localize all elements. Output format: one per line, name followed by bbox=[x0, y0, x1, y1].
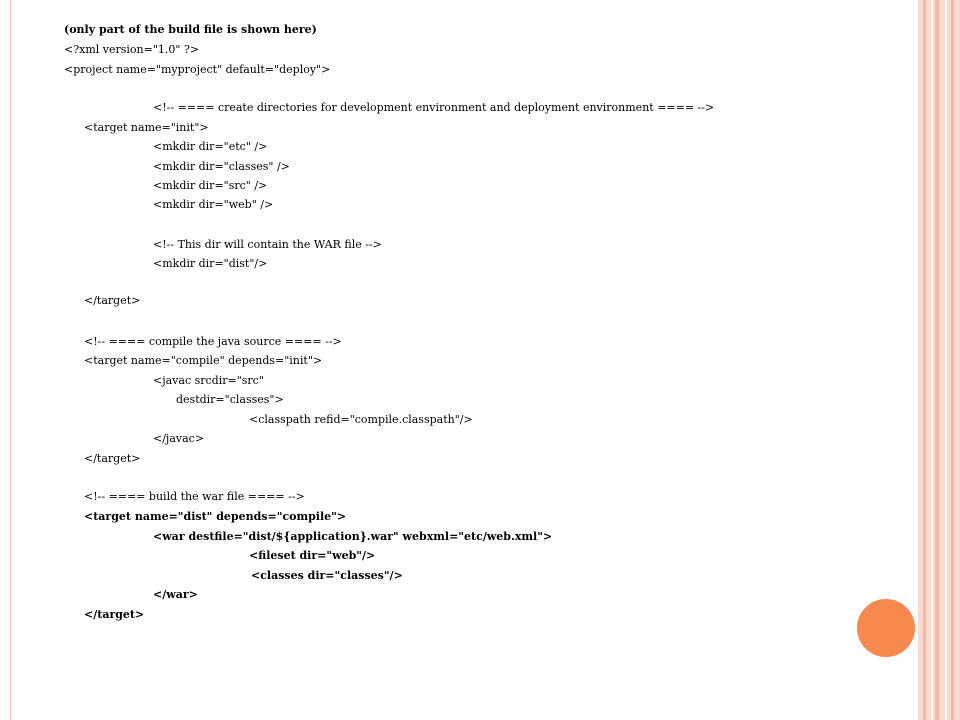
code-line: </target> bbox=[84, 452, 141, 465]
code-comment: <!-- ==== compile the java source ==== --> bbox=[84, 335, 342, 348]
code-line: <mkdir dir="web" /> bbox=[153, 198, 274, 211]
code-line: <target name="init"> bbox=[84, 121, 209, 134]
caption-line: (only part of the build file is shown here) bbox=[64, 23, 317, 36]
code-line: <?xml version="1.0" ?> bbox=[64, 43, 200, 56]
code-line: <classpath refid="compile.classpath"/> bbox=[249, 413, 473, 426]
code-comment: <!-- ==== build the war file ==== --> bbox=[84, 490, 305, 503]
decorative-stripe bbox=[923, 0, 926, 720]
code-line: </war> bbox=[153, 588, 198, 601]
code-line: <fileset dir="web"/> bbox=[249, 549, 376, 562]
code-line: destdir="classes"> bbox=[176, 393, 284, 406]
code-line: <mkdir dir="etc" /> bbox=[153, 140, 268, 153]
code-line: <mkdir dir="classes" /> bbox=[153, 160, 290, 173]
code-line: </javac> bbox=[153, 432, 205, 445]
decorative-stripe bbox=[951, 0, 954, 720]
right-decorative-panel bbox=[918, 0, 960, 720]
code-line: <javac srcdir="src" bbox=[153, 374, 264, 387]
code-line: <mkdir dir="src" /> bbox=[153, 179, 268, 192]
code-line: <target name="dist" depends="compile"> bbox=[84, 510, 347, 523]
code-line: </target> bbox=[84, 608, 145, 621]
code-comment: <!-- ==== create directories for development environment and deployment environment ==== --> bbox=[153, 101, 715, 114]
code-line: <project name="myproject" default="deploy"> bbox=[64, 63, 331, 76]
code-comment: <!-- This dir will contain the WAR file --> bbox=[153, 238, 382, 251]
code-line: <classes dir="classes"/> bbox=[251, 569, 403, 582]
decorative-stripe bbox=[945, 0, 947, 720]
decorative-stripe bbox=[931, 0, 933, 720]
decorative-stripe bbox=[935, 0, 939, 720]
code-line: <target name="compile" depends="init"> bbox=[84, 354, 323, 367]
code-line: </target> bbox=[84, 294, 141, 307]
code-line: <war destfile="dist/${application}.war" webxml="etc/web.xml"> bbox=[153, 530, 553, 543]
code-line: <mkdir dir="dist"/> bbox=[153, 257, 268, 270]
